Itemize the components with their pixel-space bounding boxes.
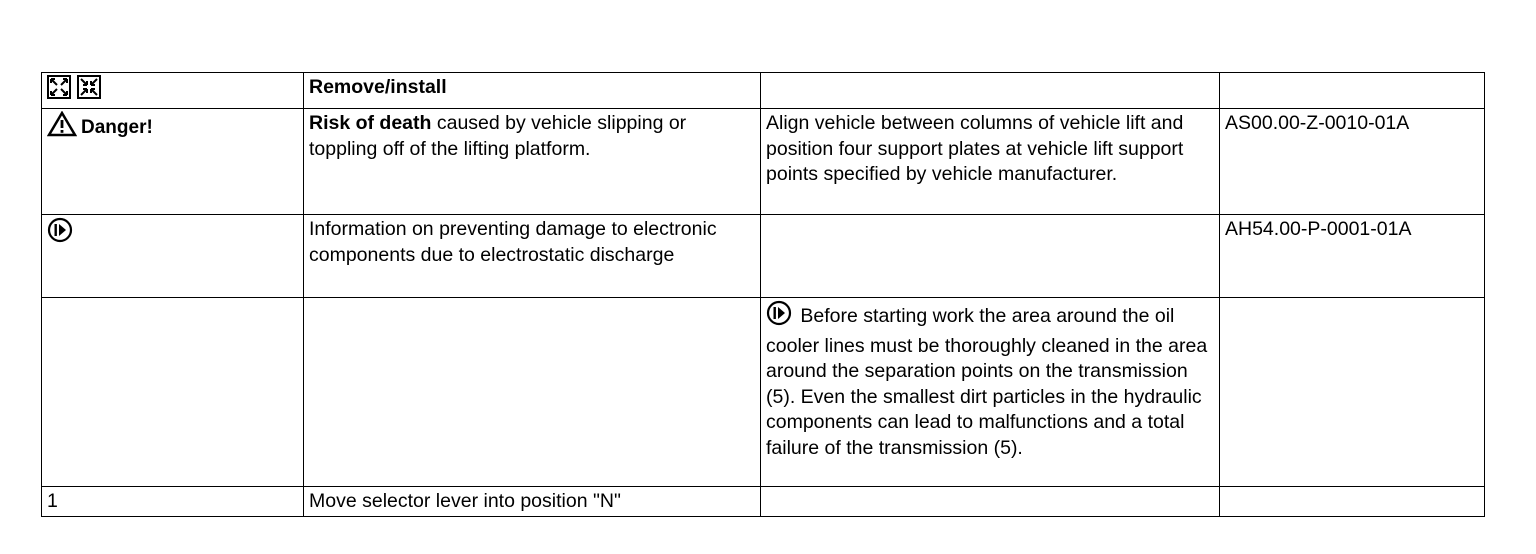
lift-instruction-text: Align vehicle between columns of vehicle lift and position four support plates at vehicle lift support points specified by vehicle manufacturer. <box>766 112 1184 185</box>
reference-link[interactable]: AS00.00-Z-0010-01A <box>1225 112 1410 134</box>
esd-information-text: Information on preventing damage to electronic components due to electrostatic discharge <box>309 218 717 266</box>
header-empty-cell <box>761 73 1220 109</box>
info-icon-cell <box>42 215 304 298</box>
note-circle-icon <box>766 300 792 334</box>
reference-link[interactable]: AH54.00-P-0001-01A <box>1225 218 1412 240</box>
table-row-header <box>42 73 1485 109</box>
info-reference-cell <box>1220 215 1485 298</box>
step-empty-cell <box>761 487 1220 517</box>
header-empty-cell <box>1220 73 1485 109</box>
danger-label-cell <box>42 109 304 215</box>
step-text-cell <box>304 487 761 517</box>
info-empty-cell <box>761 215 1220 298</box>
table-row-danger <box>42 109 1485 215</box>
warning-triangle-icon <box>47 111 77 145</box>
header-title-cell <box>304 73 761 109</box>
danger-instruction-cell <box>761 109 1220 215</box>
table-row-step <box>42 487 1485 517</box>
collapse-icon[interactable] <box>77 75 101 99</box>
step-number-cell <box>42 487 304 517</box>
step-number: 1 <box>47 490 58 512</box>
danger-reference-cell <box>1220 109 1485 215</box>
expand-icon[interactable] <box>47 75 71 99</box>
header-icons-cell <box>42 73 304 109</box>
note-empty-cell <box>42 298 304 487</box>
cleaning-note-text: Before starting work the area around the oil cooler lines must be thoroughly cleaned in the area around the separation points on the transmission (5). Even the smallest dirt particles in the hydraulic components can lead to malfunctions and a total failure of the transmission (5). <box>766 305 1208 459</box>
danger-label: Danger! <box>81 117 153 138</box>
risk-of-death-text: Risk of death <box>309 112 432 134</box>
danger-risk-cell <box>304 109 761 215</box>
info-text-cell <box>304 215 761 298</box>
note-empty-cell <box>304 298 761 487</box>
step-empty-cell <box>1220 487 1485 517</box>
risk-description: caused by vehicle slipping or toppling off of the lifting platform. <box>309 112 687 160</box>
section-title: Remove/install <box>309 76 447 98</box>
table-row-info <box>42 215 1485 298</box>
note-circle-icon <box>47 217 73 251</box>
procedure-table <box>41 72 1485 517</box>
step-text: Move selector lever into position "N" <box>309 490 621 512</box>
note-text-cell <box>761 298 1220 487</box>
note-empty-cell <box>1220 298 1485 487</box>
table-row-note <box>42 298 1485 487</box>
